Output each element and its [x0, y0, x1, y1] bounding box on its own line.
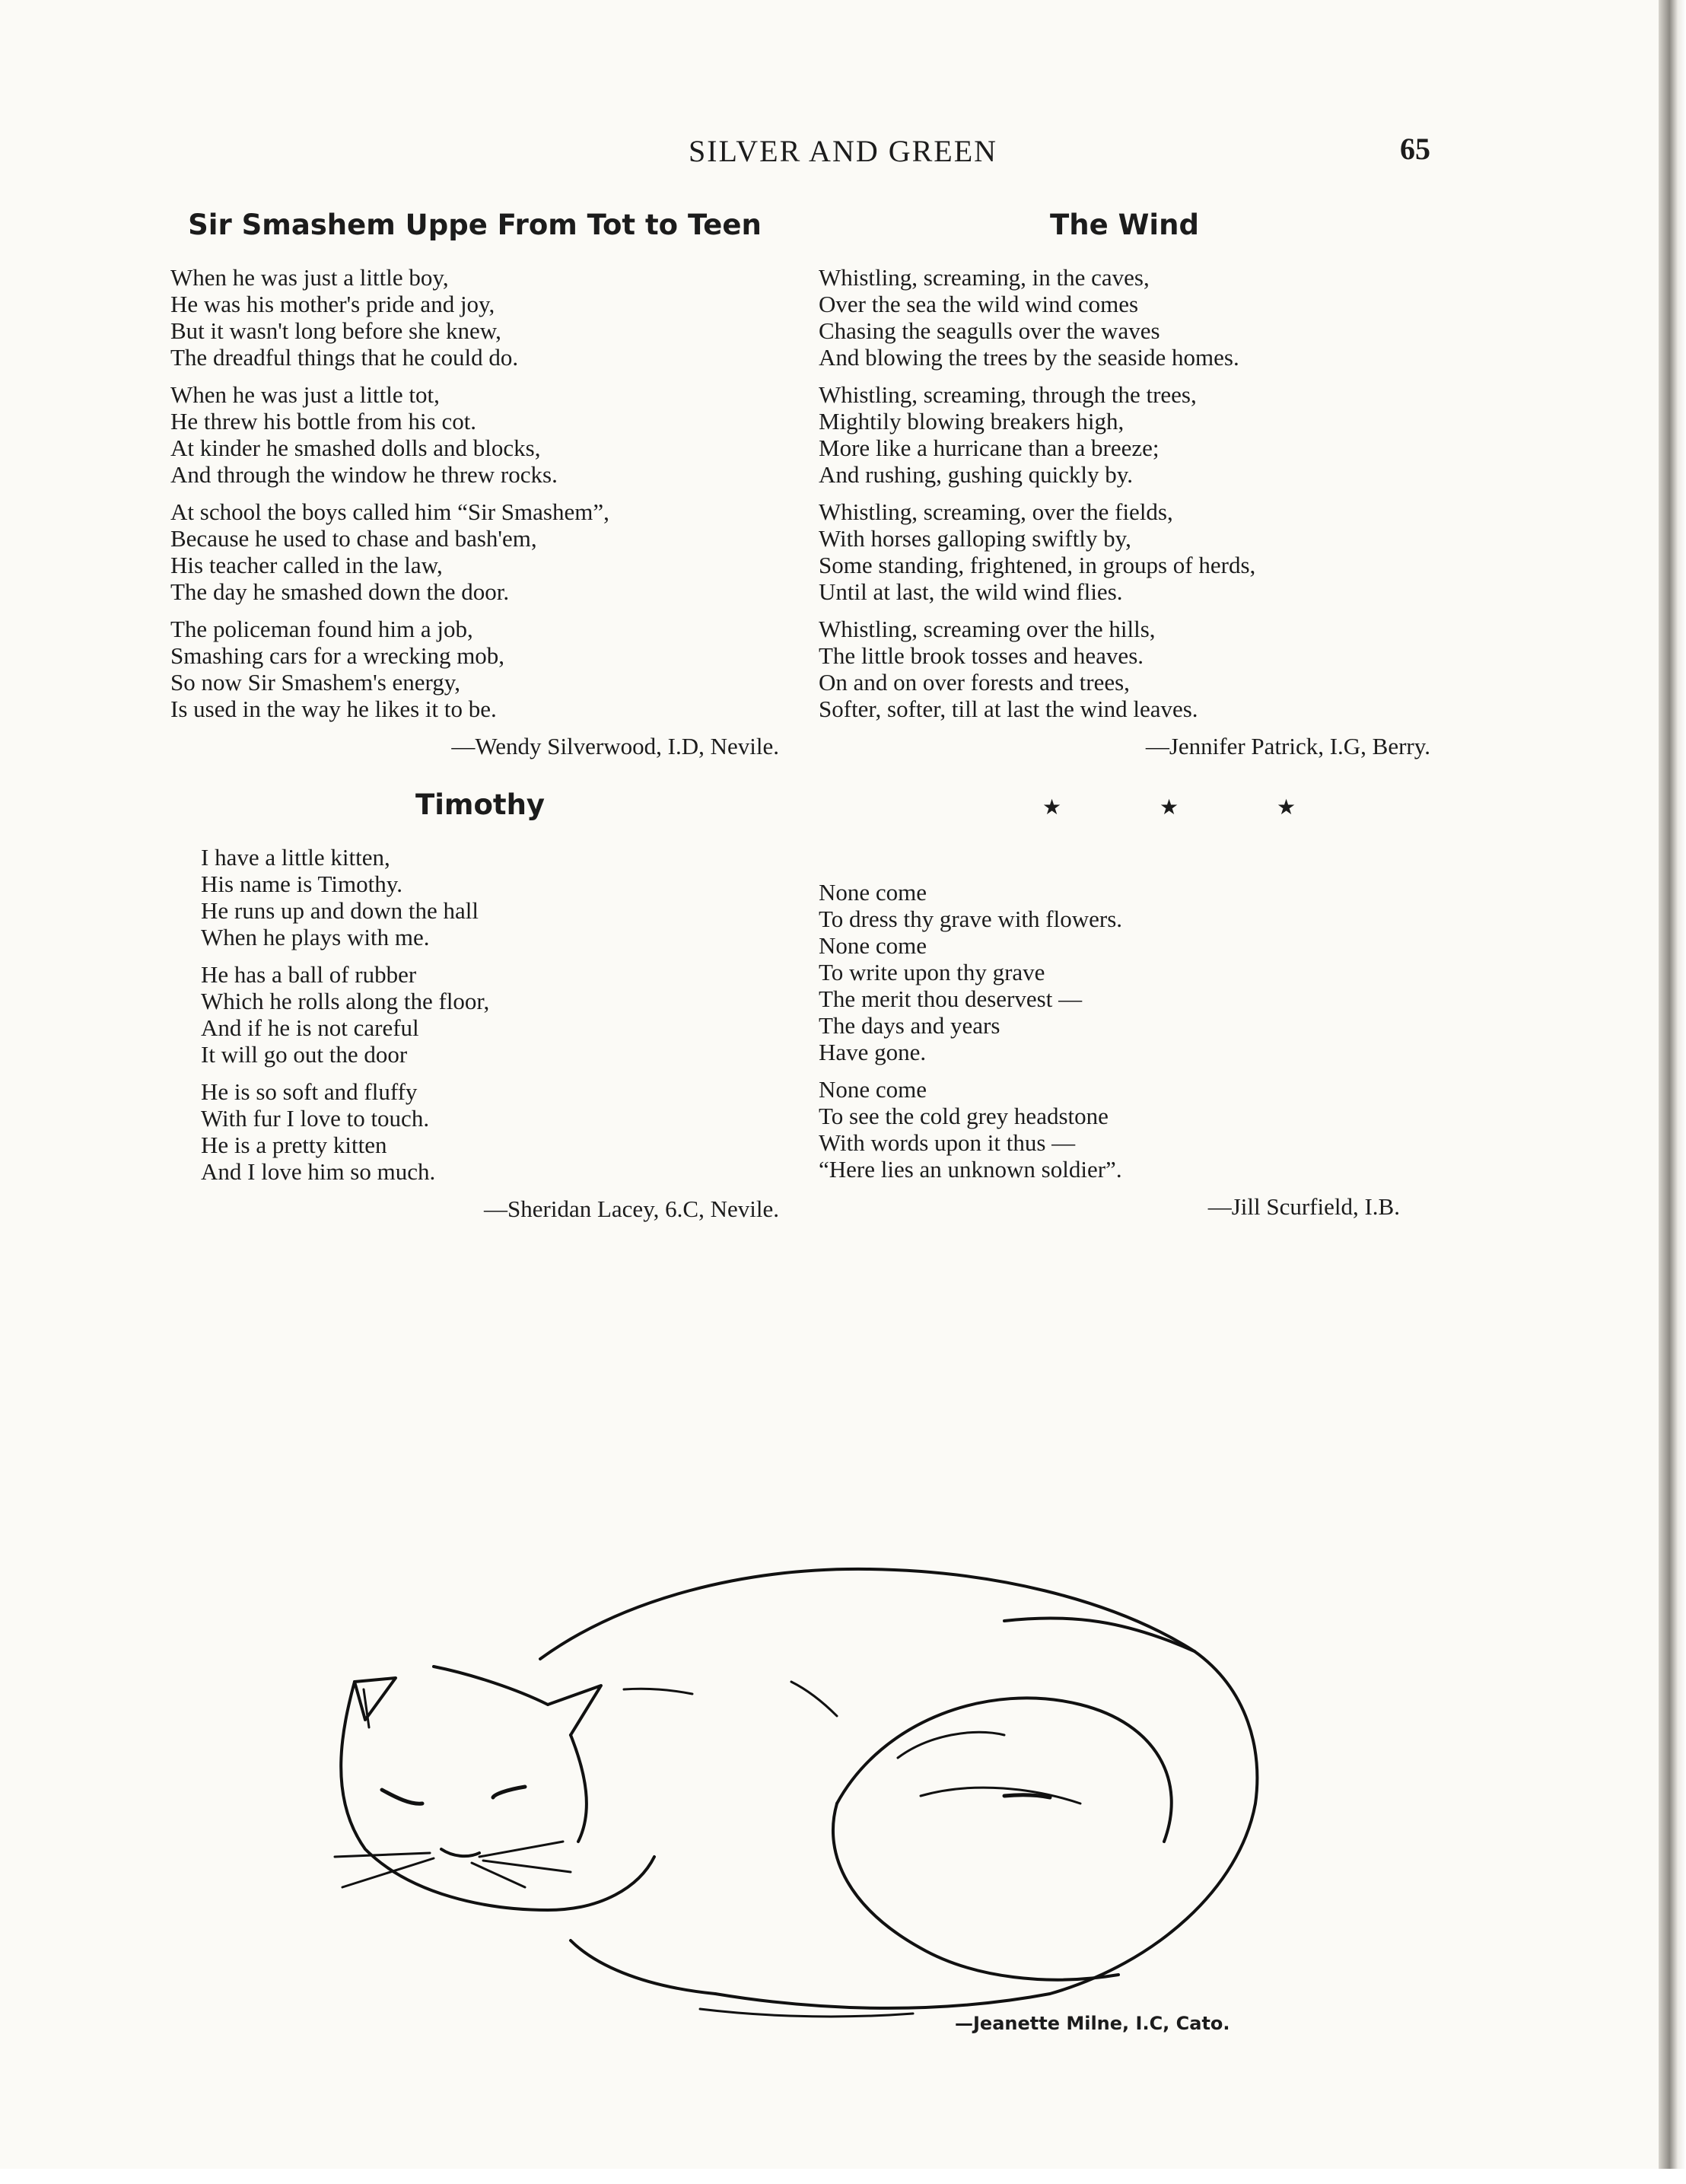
poem-line: With words upon it thus —	[819, 1129, 1076, 1156]
stanza	[201, 961, 779, 1068]
running-head: SILVER AND GREEN	[688, 134, 998, 168]
poem-author: —Sheridan Lacey, 6.C, Nevile.	[484, 1195, 779, 1222]
poem-line: “Here lies an unknown soldier”.	[819, 1156, 1122, 1183]
poem-line: When he was just a little boy,	[170, 264, 449, 291]
poem-line: Whistling, screaming, over the fields,	[819, 498, 1173, 525]
poem-line: None come	[819, 932, 927, 959]
poem-line: Whistling, screaming over the hills,	[819, 616, 1156, 642]
cat-left-eye	[382, 1790, 422, 1804]
poem-line: He has a ball of rubber	[201, 961, 417, 988]
poem-line: Some standing, frightened, in groups of herds,	[819, 552, 1256, 578]
cat-fur-stroke	[921, 1788, 1080, 1804]
poem-line: Until at last, the wild wind flies.	[819, 578, 1123, 605]
poem-line: The dreadful things that he could do.	[170, 344, 519, 371]
poem-line: To see the cold grey headstone	[819, 1103, 1109, 1129]
poem-timothy	[201, 788, 779, 1223]
stanza	[819, 1076, 1400, 1183]
stanza	[201, 1078, 779, 1185]
poem-title: Sir Smashem Uppe From Tot to Teen	[188, 209, 762, 241]
stanza	[819, 879, 1400, 1065]
poem-line: None come	[819, 1076, 927, 1103]
cat-bottom-stroke	[571, 1940, 715, 1994]
poem-line: And through the window he threw rocks.	[170, 461, 558, 488]
poem-line: It will go out the door	[201, 1041, 408, 1068]
cat-whiskers	[335, 1842, 571, 1887]
poem-line: Have gone.	[819, 1039, 927, 1065]
poem-line: And blowing the trees by the seaside homes.	[819, 344, 1239, 371]
cat-left-ear-inner	[364, 1689, 369, 1727]
poem-author: —Wendy Silverwood, I.D, Nevile.	[451, 733, 779, 759]
poem-line: And I love him so much.	[201, 1158, 436, 1185]
poem-line: To dress thy grave with flowers.	[819, 906, 1123, 932]
cat-haunch-curve	[837, 1698, 1172, 1842]
stanza	[819, 264, 1430, 371]
cat-head-top	[434, 1667, 548, 1705]
stanza	[170, 498, 779, 605]
poem-line: When he plays with me.	[201, 924, 430, 950]
poem-line: On and on over forests and trees,	[819, 669, 1130, 696]
poem-line: Whistling, screaming, through the trees,	[819, 381, 1197, 408]
poem-title: Timothy	[415, 788, 546, 821]
poem-sir-smashem	[170, 209, 779, 760]
poem-line: Softer, softer, till at last the wind leaves.	[819, 696, 1198, 722]
poem-the-wind	[819, 209, 1430, 760]
poem-line: His name is Timothy.	[201, 871, 402, 897]
stanza	[819, 381, 1430, 488]
poem-line: His teacher called in the law,	[170, 552, 443, 578]
cat-fur-stroke	[624, 1689, 692, 1694]
poem-line: To write upon thy grave	[819, 959, 1045, 985]
cat-cheek	[571, 1735, 587, 1842]
poem-author: —Jill Scurfield, I.B.	[1207, 1193, 1400, 1220]
poem-line: I have a little kitten,	[201, 844, 390, 871]
poem-line: The merit thou deservest —	[819, 985, 1083, 1012]
cat-right-eye	[493, 1787, 525, 1797]
poem-line: He threw his bottle from his cot.	[170, 408, 477, 435]
sleeping-cat-drawing	[320, 1552, 1309, 2024]
poem-line: He runs up and down the hall	[201, 897, 479, 924]
poem-line: Chasing the seagulls over the waves	[819, 317, 1160, 344]
poem-line: Because he used to chase and bash'em,	[170, 525, 537, 552]
poem-line: And rushing, gushing quickly by.	[819, 461, 1134, 488]
poem-line: None come	[819, 879, 927, 906]
poem-line: Whistling, screaming, in the caves,	[819, 264, 1150, 291]
page-edge	[0, 2169, 1686, 2184]
stanza	[170, 616, 779, 722]
poem-line: And if he is not careful	[201, 1014, 419, 1041]
poem-line: At school the boys called him “Sir Smashem”,	[170, 498, 609, 525]
poem-line: Smashing cars for a wrecking mob,	[170, 642, 505, 669]
illustration-credit: —Jeanette Milne, I.C, Cato.	[955, 2013, 1230, 2034]
stanza	[819, 498, 1430, 605]
section-separator-stars: ★ ★ ★	[1042, 794, 1342, 820]
poem-line: Which he rolls along the floor,	[201, 988, 490, 1014]
poem-line: The days and years	[819, 1012, 1000, 1039]
cat-left-ear	[355, 1678, 396, 1720]
page-number: 65	[1400, 132, 1430, 166]
poem-line: The little brook tosses and heaves.	[819, 642, 1144, 669]
poem-unknown-soldier	[819, 879, 1400, 1221]
cat-haunch-lower	[833, 1804, 1118, 1980]
poem-title: The Wind	[1050, 209, 1199, 241]
cat-mouth	[441, 1849, 479, 1856]
poem-line: With horses galloping swiftly by,	[819, 525, 1131, 552]
poem-author: —Jennifer Patrick, I.G, Berry.	[1145, 733, 1430, 759]
poem-line: He is so soft and fluffy	[201, 1078, 418, 1105]
poem-line: With fur I love to touch.	[201, 1105, 430, 1132]
stanza	[201, 844, 779, 950]
poem-line: So now Sir Smashem's energy,	[170, 669, 461, 696]
poem-line: More like a hurricane than a breeze;	[819, 435, 1160, 461]
poem-line: He was his mother's pride and joy,	[170, 291, 495, 317]
poem-line: He is a pretty kitten	[201, 1132, 387, 1158]
poem-line: Mightily blowing breakers high,	[819, 408, 1125, 435]
poem-line: At kinder he smashed dolls and blocks,	[170, 435, 541, 461]
poem-line: Is used in the way he likes it to be.	[170, 696, 497, 722]
poem-line: The day he smashed down the door.	[170, 578, 510, 605]
poem-line: The policeman found him a job,	[170, 616, 473, 642]
stanza	[170, 264, 779, 371]
cat-fur-stroke	[1004, 1795, 1050, 1797]
book-spine	[1659, 0, 1686, 2184]
poem-line: When he was just a little tot,	[170, 381, 440, 408]
cat-right-ear	[548, 1686, 601, 1735]
cat-fur-stroke	[898, 1732, 1004, 1758]
cat-shadow-line	[700, 2009, 913, 2017]
stanza	[170, 381, 779, 488]
cat-fur-stroke	[791, 1682, 837, 1716]
poem-line: Over the sea the wild wind comes	[819, 291, 1139, 317]
poem-line: But it wasn't long before she knew,	[170, 317, 501, 344]
stanza	[819, 616, 1430, 722]
